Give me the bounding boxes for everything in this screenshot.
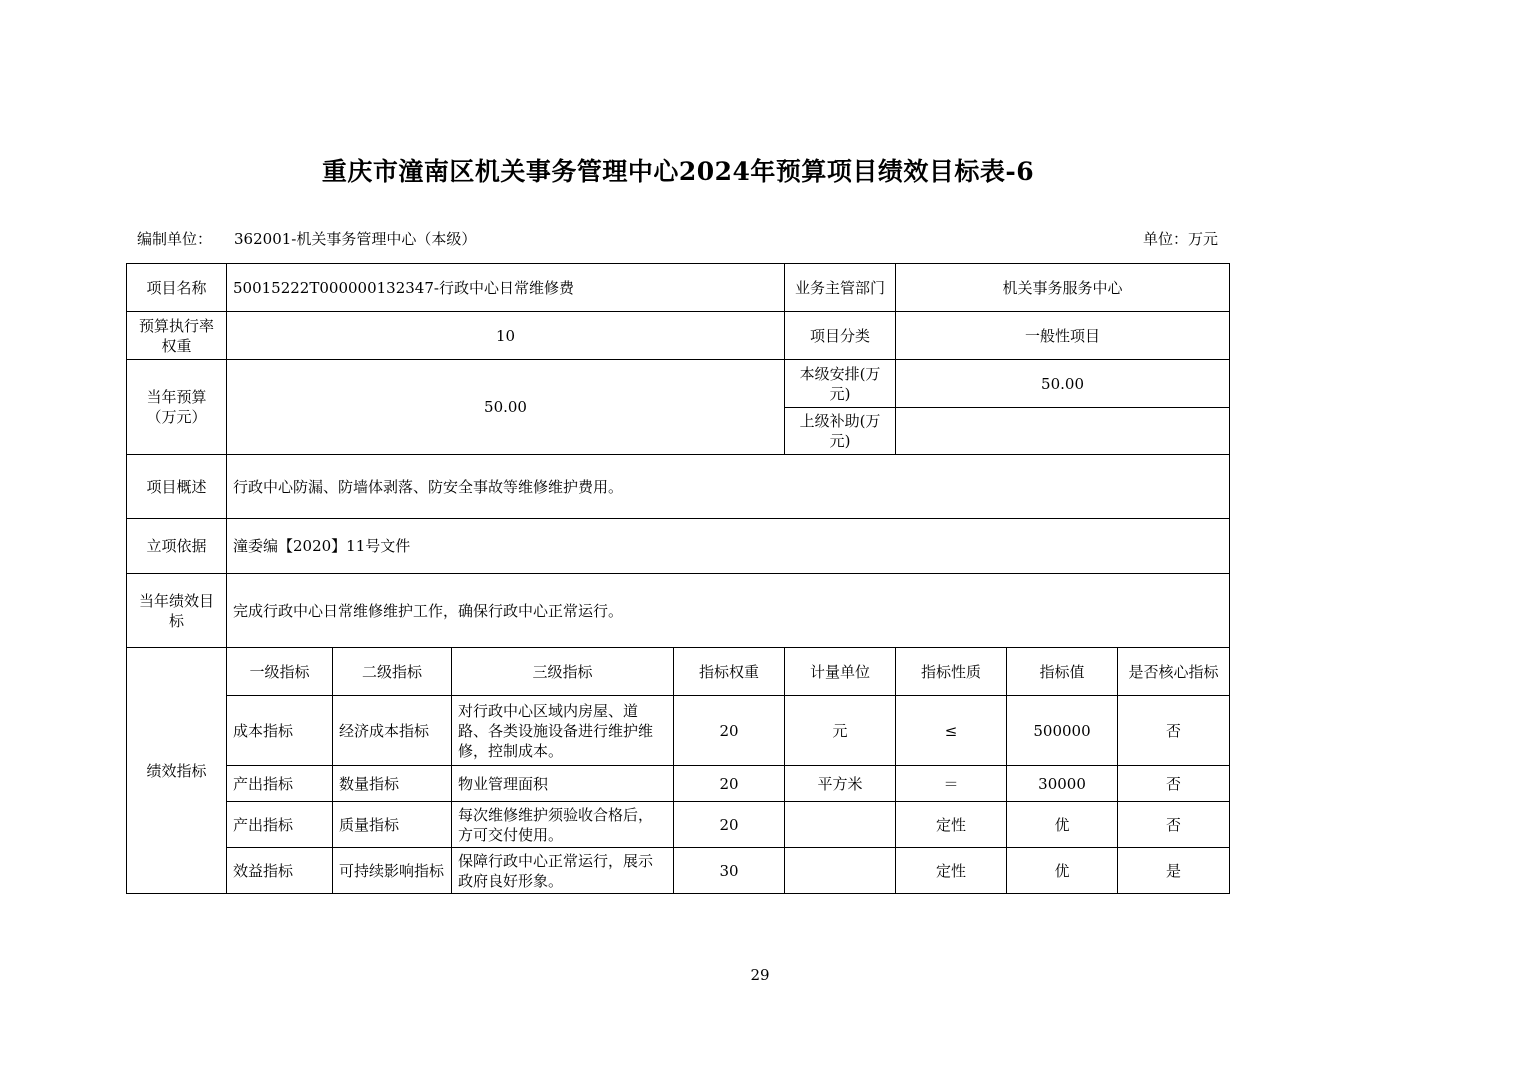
- project-name-label: 项目名称: [127, 264, 227, 312]
- page-title: 重庆市潼南区机关事务管理中心2024年预算项目绩效目标表-6: [321, 157, 1035, 186]
- indicator-cell: 500000: [1007, 696, 1118, 766]
- header-cell: 是否核心指标: [1118, 648, 1230, 696]
- dept-label: 业务主管部门: [785, 264, 896, 312]
- header-cell: 一级指标: [227, 648, 333, 696]
- indicator-cell: 20: [674, 696, 785, 766]
- own-budget-value: 50.00: [896, 360, 1230, 408]
- indicator-header-row: [127, 648, 1230, 696]
- indicator-cell: 产出指标: [227, 766, 333, 802]
- budget-value: 50.00: [227, 360, 785, 455]
- indicator-cell: ≤: [896, 696, 1007, 766]
- indicators-section-label: 绩效指标: [127, 648, 227, 894]
- header-cell: 指标权重: [674, 648, 785, 696]
- indicator-cell: 否: [1118, 766, 1230, 802]
- indicator-cell: 30: [674, 848, 785, 894]
- budget-label: 当年预算（万元）: [127, 360, 227, 455]
- indicator-row: [127, 696, 1230, 766]
- project-name-value: 50015222T000000132347-行政中心日常维修费: [227, 264, 785, 312]
- own-budget-label: 本级安排(万元): [785, 360, 896, 408]
- indicator-cell: [785, 802, 896, 848]
- indicator-cell: 经济成本指标: [333, 696, 452, 766]
- indicator-cell: 定性: [896, 802, 1007, 848]
- indicator-cell: 成本指标: [227, 696, 333, 766]
- indicator-cell: 优: [1007, 802, 1118, 848]
- indicator-cell: 20: [674, 802, 785, 848]
- budget-row: [127, 360, 1230, 408]
- indicator-cell: 20: [674, 766, 785, 802]
- indicator-cell: 物业管理面积: [452, 766, 674, 802]
- weight-value: 10: [227, 312, 785, 360]
- performance-table: [126, 263, 1230, 894]
- header-cell: 二级指标: [333, 648, 452, 696]
- indicator-row: [127, 766, 1230, 802]
- indicator-cell: 质量指标: [333, 802, 452, 848]
- org-label: 编制单位：: [137, 230, 213, 248]
- overview-value: 行政中心防漏、防墙体剥落、防安全事故等维修维护费用。: [227, 455, 1230, 519]
- org-value: 362001-机关事务管理中心（本级）: [234, 230, 477, 248]
- weight-row: [127, 312, 1230, 360]
- subsidy-label: 上级补助(万元): [785, 408, 896, 455]
- indicator-cell: 优: [1007, 848, 1118, 894]
- indicator-cell: 数量指标: [333, 766, 452, 802]
- indicator-row: [127, 802, 1230, 848]
- org-line: [137, 228, 476, 249]
- header-cell: 指标性质: [896, 648, 1007, 696]
- indicator-cell: 保障行政中心正常运行，展示政府良好形象。: [452, 848, 674, 894]
- indicator-cell: 否: [1118, 802, 1230, 848]
- basis-label: 立项依据: [127, 519, 227, 574]
- indicator-cell: ＝: [896, 766, 1007, 802]
- category-value: 一般性项目: [896, 312, 1230, 360]
- basis-value: 潼委编【2020】11号文件: [227, 519, 1230, 574]
- basis-row: [127, 519, 1230, 574]
- subsidy-value: [896, 408, 1230, 455]
- indicator-cell: 效益指标: [227, 848, 333, 894]
- indicator-cell: 可持续影响指标: [333, 848, 452, 894]
- goal-label: 当年绩效目标: [127, 574, 227, 648]
- unit-label: 单位：万元: [1142, 230, 1218, 248]
- overview-label: 项目概述: [127, 455, 227, 519]
- indicator-row: [127, 848, 1230, 894]
- header-cell: 指标值: [1007, 648, 1118, 696]
- goal-value: 完成行政中心日常维修维护工作，确保行政中心正常运行。: [227, 574, 1230, 648]
- indicator-cell: 是: [1118, 848, 1230, 894]
- weight-label: 预算执行率权重: [127, 312, 227, 360]
- header-cell: 计量单位: [785, 648, 896, 696]
- indicator-cell: 定性: [896, 848, 1007, 894]
- overview-row: [127, 455, 1230, 519]
- indicator-cell: [785, 848, 896, 894]
- indicator-cell: 每次维修维护须验收合格后，方可交付使用。: [452, 802, 674, 848]
- indicator-cell: 产出指标: [227, 802, 333, 848]
- page-number: 29: [750, 966, 770, 984]
- indicator-cell: 30000: [1007, 766, 1118, 802]
- goal-row: [127, 574, 1230, 648]
- header-cell: 三级指标: [452, 648, 674, 696]
- project-name-row: [127, 264, 1230, 312]
- category-label: 项目分类: [785, 312, 896, 360]
- indicator-cell: 平方米: [785, 766, 896, 802]
- indicator-cell: 对行政中心区域内房屋、道路、各类设施设备进行维护维修，控制成本。: [452, 696, 674, 766]
- indicator-cell: 否: [1118, 696, 1230, 766]
- dept-value: 机关事务服务中心: [896, 264, 1230, 312]
- indicator-cell: 元: [785, 696, 896, 766]
